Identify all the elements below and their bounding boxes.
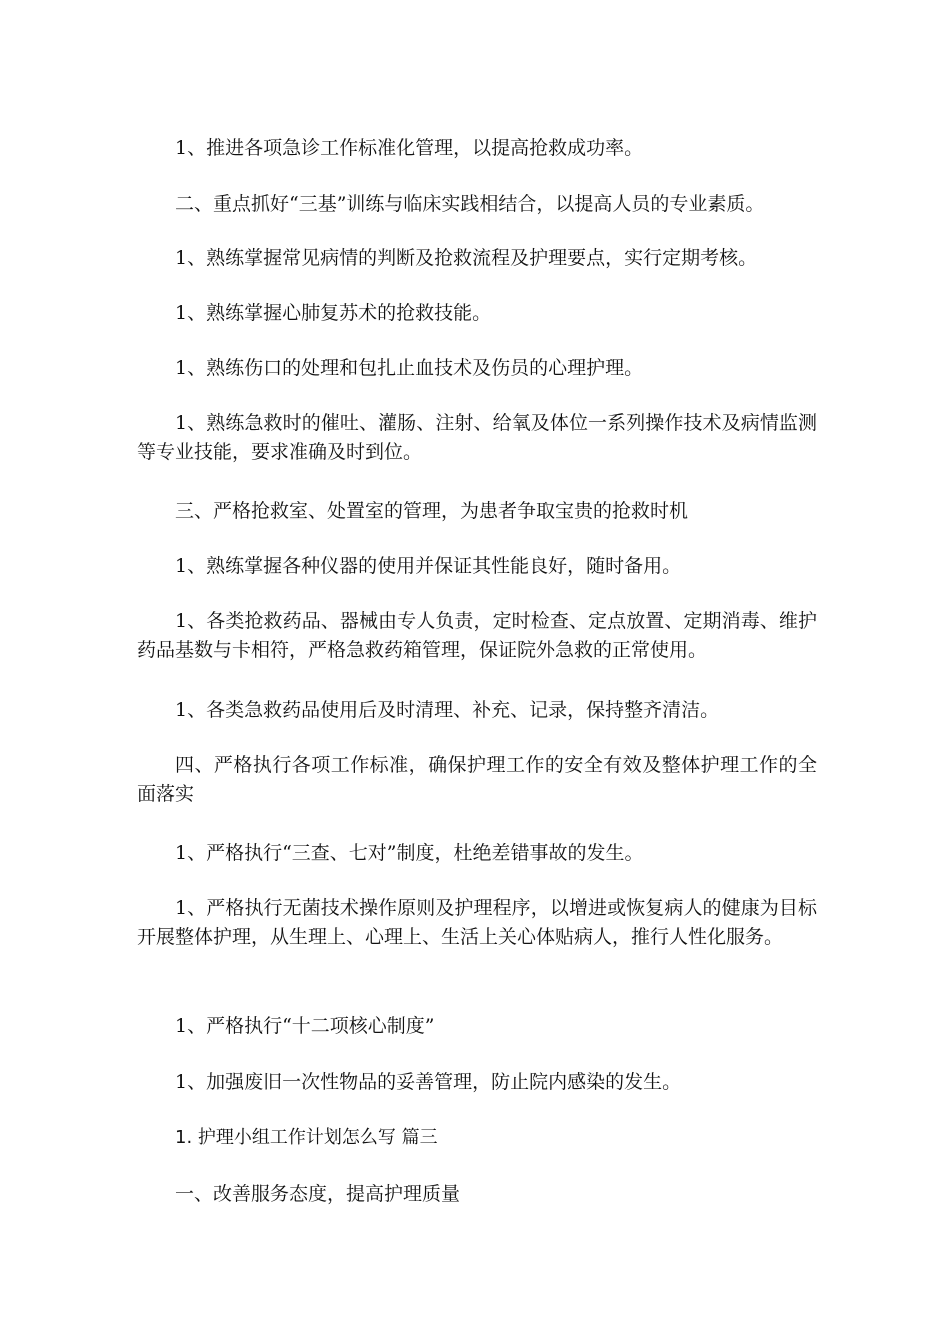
paragraph-1: 1、推进各项急诊工作标准化管理，以提高抢救成功率。 <box>175 137 644 159</box>
paragraph-8: 1、熟练掌握各种仪器的使用并保证其性能良好，随时备用。 <box>175 555 682 577</box>
paragraph-2: 二、重点抓好“三基”训练与临床实践相结合，以提高人员的专业素质。 <box>175 193 765 215</box>
paragraph-16: 一、改善服务态度，提高护理质量 <box>175 1183 461 1205</box>
section-heading: 1. 护理小组工作计划怎么写 篇三 <box>175 1127 438 1148</box>
paragraph-9: 1、各类抢救药品、器械由专人负责，定时检查、定点放置、定期消毒、维护药品基数与卡相符，严格急救药箱管理，保证院外急救的正常使用。 <box>137 610 817 661</box>
paragraph-15: 1、加强废旧一次性物品的妥善管理，防止院内感染的发生。 <box>175 1071 682 1093</box>
paragraph-6: 1、熟练急救时的催吐、灌肠、注射、给氧及体位一系列操作技术及病情监测等专业技能，要求准确及时到位。 <box>137 412 817 463</box>
paragraph-7: 三、严格抢救室、处置室的管理，为患者争取宝贵的抢救时机 <box>175 500 689 522</box>
paragraph-14: 1、严格执行“十二项核心制度” <box>175 1015 435 1037</box>
paragraph-3: 1、熟练掌握常见病情的判断及抢救流程及护理要点，实行定期考核。 <box>175 247 758 269</box>
paragraph-10: 1、各类急救药品使用后及时清理、补充、记录，保持整齐清洁。 <box>175 699 720 721</box>
paragraph-5: 1、熟练伤口的处理和包扎止血技术及伤员的心理护理。 <box>175 357 644 379</box>
paragraph-12: 1、严格执行“三查、七对”制度，杜绝差错事故的发生。 <box>175 842 644 864</box>
paragraph-13: 1、严格执行无菌技术操作原则及护理程序，以增进或恢复病人的健康为目标开展整体护理，从生理上、心理上、生活上关心体贴病人，推行人性化服务。 <box>137 897 817 948</box>
paragraph-11: 四、严格执行各项工作标准，确保护理工作的安全有效及整体护理工作的全面落实 <box>137 754 817 805</box>
paragraph-4: 1、熟练掌握心肺复苏术的抢救技能。 <box>175 302 492 324</box>
